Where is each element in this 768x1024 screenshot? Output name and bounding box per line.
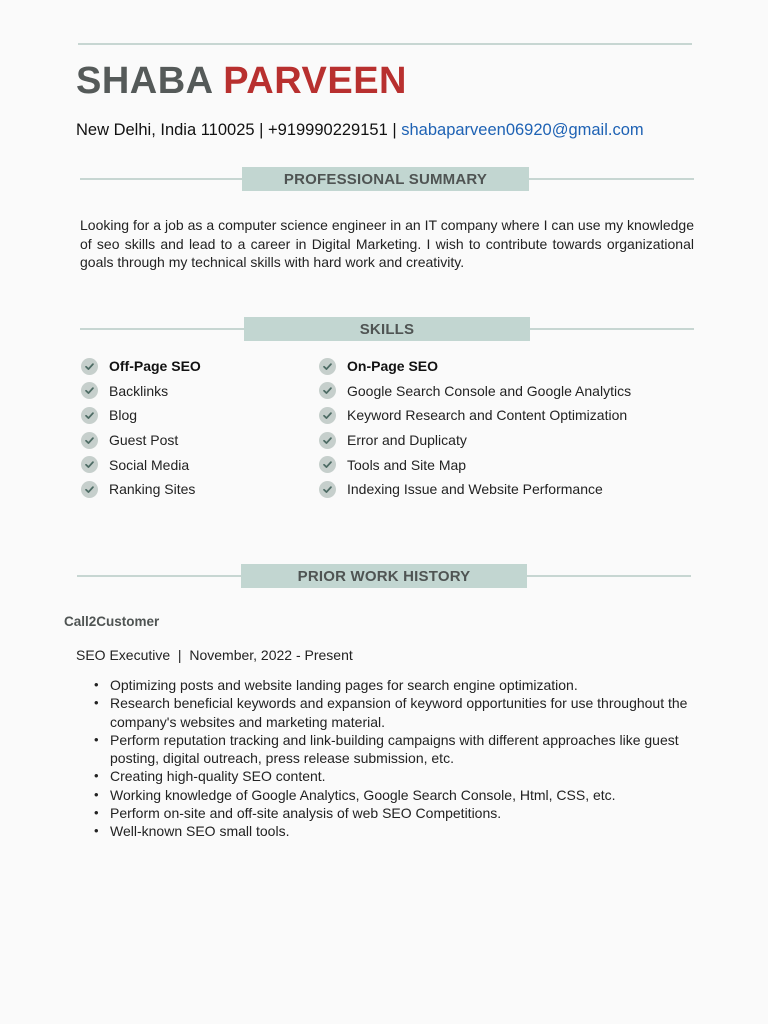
skill-group-heading [81,354,201,379]
check-circle-icon [81,358,98,375]
first-name: SHABA [76,60,213,102]
check-circle-icon [319,407,336,424]
skill-label: Blog [109,407,138,424]
last-name: PARVEEN [223,60,407,102]
top-divider [78,43,692,45]
duties-list [110,676,700,841]
email-link[interactable]: shabaparveen06920@gmail.com [401,121,644,139]
skill-label: Off-Page SEO [109,358,201,375]
duty-item: • Well-known SEO small tools. [110,822,700,840]
work-section-title: PRIOR WORK HISTORY [241,564,527,588]
skill-label: Keyword Research and Content Optimization [347,407,628,424]
duty-item: • Research beneficial keywords and expansion of keyword opportunities for use throughout the company's websites and marketing material. [110,694,700,731]
job-role-line: SEO Executive | November, 2022 - Present [76,647,353,663]
skill-label: Guest Post [109,432,179,449]
skill-item [81,428,201,453]
skill-item [81,403,201,428]
check-circle-icon [81,407,98,424]
summary-section-header [80,167,694,191]
check-circle-icon [319,358,336,375]
skills-section-title: SKILLS [244,317,530,341]
check-circle-icon [319,382,336,399]
check-circle-icon [319,456,336,473]
summary-text: Looking for a job as a computer science engineer in an IT company where I can use my knowledge of seo skills and lead to a career in Digital Marketing. I wish to contribute towards organizational goals through my technical skills with hard work and creativity. [80,217,694,270]
skills-section-header [80,317,694,341]
summary-section-title: PROFESSIONAL SUMMARY [242,167,529,191]
duty-item: • Working knowledge of Google Analytics, Google Search Console, Html, CSS, etc. [110,786,700,804]
skill-item [81,477,201,502]
skill-label: Tools and Site Map [347,456,467,473]
check-circle-icon [319,481,336,498]
resume-name [76,60,407,103]
duty-item: • Perform on-site and off-site analysis of web SEO Competitions. [110,804,700,822]
skill-label: On-Page SEO [347,358,439,375]
skill-item [319,403,631,428]
duty-item: • Perform reputation tracking and link-building campaigns with different approaches like guest posting, digital outreach, press release submission, etc. [110,731,700,768]
skill-label: Social Media [109,456,190,473]
duty-item: • Creating high-quality SEO content. [110,767,700,785]
skill-item [319,428,631,453]
skills-left-column [81,354,201,502]
skill-item [319,452,631,477]
duty-item: • Optimizing posts and website landing pages for search engine optimization. [110,676,700,694]
skill-item [81,452,201,477]
skill-label: Google Search Console and Google Analytics [347,382,632,399]
skill-label: Backlinks [109,382,169,399]
work-section-header [77,564,691,588]
check-circle-icon [319,432,336,449]
skill-item [319,477,631,502]
contact-details: New Delhi, India 110025 | +919990229151 | [76,121,402,139]
skill-label: Error and Duplicaty [347,432,467,449]
check-circle-icon [81,456,98,473]
skill-label: Ranking Sites [109,481,196,498]
skill-item [319,379,631,404]
check-circle-icon [81,382,98,399]
skill-item [81,379,201,404]
company-name: Call2Customer [64,614,160,629]
skill-group-heading [319,354,631,379]
check-circle-icon [81,432,98,449]
contact-line [76,121,644,140]
skill-label: Indexing Issue and Website Performance [347,481,603,498]
skills-right-column [319,354,631,502]
check-circle-icon [81,481,98,498]
